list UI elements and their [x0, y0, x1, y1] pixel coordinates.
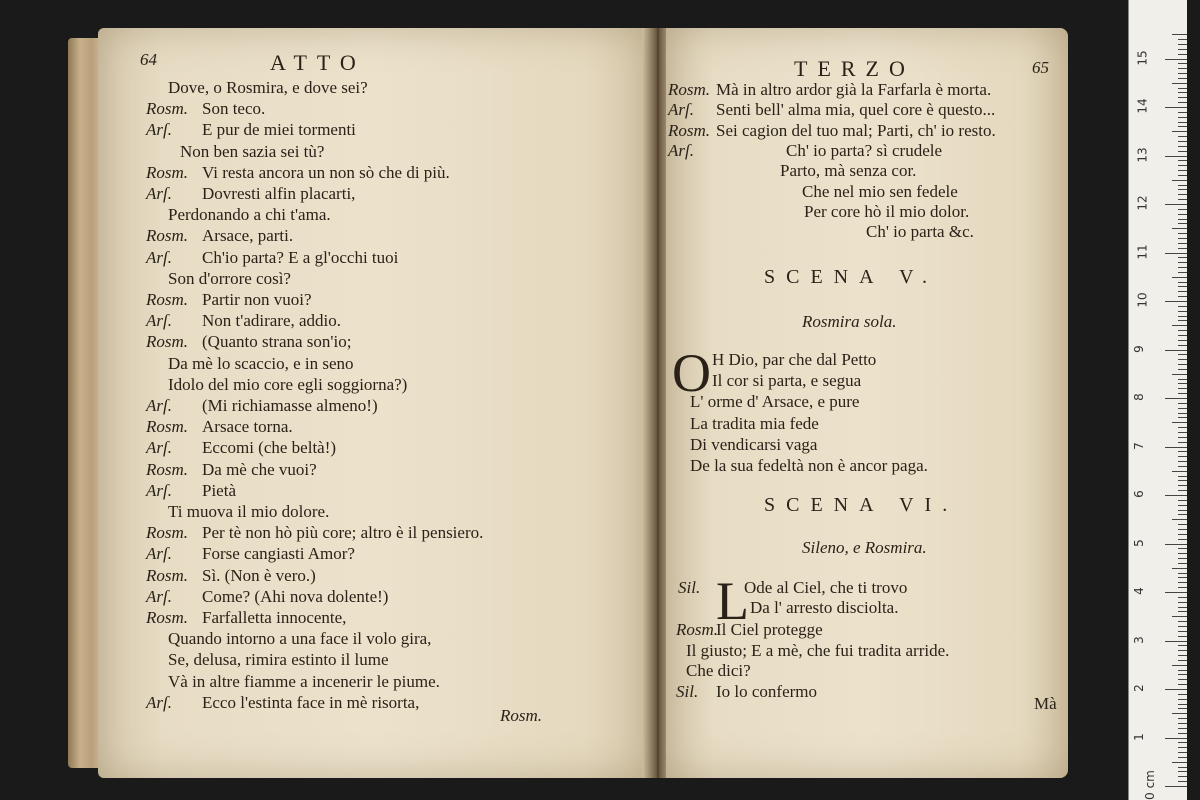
- ruler-tick: [1178, 451, 1187, 452]
- verse-text: Son d'orrore così?: [168, 268, 291, 288]
- speaker-label: Rosm.: [146, 99, 189, 119]
- ruler-tick: [1178, 219, 1187, 220]
- ruler-tick: [1178, 160, 1187, 161]
- ruler-tick: [1178, 607, 1187, 608]
- ruler-tick: [1165, 447, 1187, 448]
- ruler-tick: [1178, 170, 1187, 171]
- ruler-tick: [1178, 209, 1187, 210]
- verse-text: E pur de miei tormenti: [202, 120, 356, 140]
- ruler-number: 3: [1131, 635, 1146, 644]
- verse-line: Il cor si parta, e segua: [712, 371, 862, 391]
- speaker-label: Arſ.: [146, 311, 172, 331]
- verse-text: Quando intorno a una face il volo gira,: [168, 629, 432, 649]
- ruler-tick: [1178, 248, 1187, 249]
- ruler-tick: [1165, 689, 1187, 690]
- verse-text: Per tè non hò più core; altro è il pensiero.: [202, 523, 484, 543]
- ruler-tick: [1178, 529, 1187, 530]
- verse-text: Senti bell' alma mia, quel core è questo...: [716, 100, 996, 120]
- ruler-tick: [1178, 655, 1187, 656]
- ruler-tick: [1178, 286, 1187, 287]
- speaker-label: Arſ.: [668, 100, 694, 120]
- ruler-number: 14: [1135, 98, 1150, 114]
- verse-line: L' orme d' Arsace, e pure: [690, 392, 860, 412]
- ruler-tick: [1178, 728, 1187, 729]
- ruler-tick: [1172, 665, 1187, 666]
- ruler-tick: [1178, 92, 1187, 93]
- ruler-tick: [1178, 723, 1187, 724]
- ruler-number: 0 cm: [1142, 770, 1157, 800]
- verse-text: Perdonando a chi t'ama.: [168, 205, 331, 225]
- drop-cap-l: L: [716, 571, 749, 631]
- ruler-tick: [1178, 466, 1187, 467]
- verse-text: Sì. (Non è vero.): [202, 565, 316, 585]
- speaker-label: Arſ.: [146, 692, 172, 712]
- ruler-tick: [1172, 83, 1187, 84]
- ruler-tick: [1165, 641, 1187, 642]
- verse-text: Arsace, parti.: [202, 226, 294, 246]
- ruler-tick: [1178, 442, 1187, 443]
- ruler-tick: [1178, 262, 1187, 263]
- speaker-label: Sil.: [676, 681, 699, 701]
- verse-text: Se, delusa, rimira estinto il lume: [168, 650, 389, 670]
- ruler-tick: [1178, 636, 1187, 637]
- ruler-tick: [1172, 471, 1187, 472]
- scene-heading-5: SCENA V.: [764, 266, 938, 288]
- ruler-tick: [1165, 253, 1187, 254]
- speaker-label: Arſ.: [668, 140, 694, 160]
- ruler-tick: [1178, 480, 1187, 481]
- ruler-tick: [1178, 311, 1187, 312]
- ruler-tick: [1165, 59, 1187, 60]
- ruler-number: 7: [1131, 441, 1146, 450]
- ruler-tick: [1178, 694, 1187, 695]
- ruler-tick: [1178, 514, 1187, 515]
- verse-text: Il giusto; E a mè, che fui tradita arride.: [686, 640, 950, 660]
- ruler-number: 8: [1131, 393, 1146, 401]
- ruler-tick: [1178, 44, 1187, 45]
- ruler-tick: [1178, 558, 1187, 559]
- ruler-tick: [1178, 771, 1187, 772]
- ruler-tick: [1178, 238, 1187, 239]
- ruler-tick: [1178, 39, 1187, 40]
- ruler-tick: [1178, 587, 1187, 588]
- ruler-tick: [1178, 476, 1187, 477]
- verse-text: Farfalletta innocente,: [202, 608, 347, 627]
- verse-text: Non t'adirare, addio.: [202, 311, 342, 331]
- ruler-tick: [1165, 204, 1187, 205]
- ruler-tick: [1178, 379, 1187, 380]
- verse-text: Son teco.: [202, 99, 266, 119]
- ruler-tick: [1178, 214, 1187, 215]
- verse-line: Di vendicarsi vaga: [690, 434, 818, 454]
- measuring-ruler: [1128, 0, 1187, 800]
- ruler-tick: [1178, 78, 1187, 79]
- verse-text: Ch' io parta &c.: [866, 222, 974, 242]
- page-number-right: 65: [1032, 58, 1049, 77]
- ruler-tick: [1178, 141, 1187, 142]
- ruler-tick: [1178, 767, 1187, 768]
- ruler-tick: [1178, 243, 1187, 244]
- ruler-number: 9: [1131, 344, 1146, 353]
- ruler-number: 2: [1131, 684, 1146, 692]
- ruler-tick: [1178, 573, 1187, 574]
- speaker-label: Rosm.: [146, 332, 189, 352]
- ruler-tick: [1178, 185, 1187, 186]
- ruler-tick: [1178, 88, 1187, 89]
- ruler-tick: [1178, 563, 1187, 564]
- ruler-tick: [1165, 398, 1187, 399]
- ruler-tick: [1178, 296, 1187, 297]
- ruler-tick: [1178, 282, 1187, 283]
- ruler-tick: [1178, 102, 1187, 103]
- ruler-tick: [1172, 568, 1187, 569]
- ruler-tick: [1178, 335, 1187, 336]
- ruler-tick: [1178, 359, 1187, 360]
- ruler-tick: [1178, 708, 1187, 709]
- verse-text: (Quanto strana son'io;: [202, 332, 352, 352]
- verse-line: La tradita mia fede: [690, 413, 819, 433]
- catchword-left: Rosm.: [500, 706, 543, 725]
- ruler-tick: [1178, 485, 1187, 486]
- ruler-tick: [1178, 413, 1187, 414]
- verse-text: Idolo del mio core egli soggiorna?): [168, 374, 408, 394]
- speaker-label: Arſ.: [146, 586, 172, 606]
- verse-text: Partir non vuoi?: [202, 290, 312, 309]
- ruler-tick: [1178, 393, 1187, 394]
- ruler-tick: [1178, 354, 1187, 355]
- ruler-tick: [1178, 117, 1187, 118]
- verse-text: Come? (Ahi nova dolente!): [202, 586, 389, 606]
- ruler-tick: [1178, 175, 1187, 176]
- verse-text: Da mè lo scaccio, e in seno: [168, 353, 354, 373]
- ruler-tick: [1178, 553, 1187, 554]
- ruler-tick: [1178, 233, 1187, 234]
- ruler-tick: [1178, 437, 1187, 438]
- verse-text: Vi resta ancora un non sò che di più.: [202, 162, 450, 182]
- ruler-tick: [1165, 156, 1187, 157]
- verse-text: Dovresti alfin placarti,: [202, 184, 356, 203]
- verse-text: Arsace torna.: [202, 417, 293, 437]
- speaker-label: Arſ.: [146, 396, 172, 415]
- verse-text: Che nel mio sen fedele: [802, 181, 958, 201]
- verse-text: Và in altre fiamme a incenerir le piume.: [168, 671, 440, 691]
- speaker-label: Rosm.: [668, 120, 711, 140]
- ruler-tick: [1178, 660, 1187, 661]
- ruler-tick: [1178, 490, 1187, 491]
- verse-text: Parto, mà senza cor.: [780, 161, 917, 181]
- verse-text: Dove, o Rosmira, e dove sei?: [168, 78, 368, 97]
- ruler-tick: [1178, 602, 1187, 603]
- verse-text: Mà in altro ardor già la Farfarla è morta.: [716, 80, 992, 99]
- catchword-right: Mà: [1034, 694, 1057, 713]
- ruler-tick: [1165, 592, 1187, 593]
- verse-text: Per core hò il mio dolor.: [804, 201, 970, 221]
- ruler-tick: [1172, 180, 1187, 181]
- ruler-tick: [1178, 650, 1187, 651]
- ruler-tick: [1172, 616, 1187, 617]
- ruler-tick: [1178, 306, 1187, 307]
- verse-line: Ode al Ciel, che ti trovo: [744, 578, 908, 597]
- scene-6-characters: Sileno, e Rosmira.: [802, 538, 927, 557]
- ruler-tick: [1178, 63, 1187, 64]
- ruler-number: 6: [1131, 490, 1146, 498]
- speaker-label: Rosm.: [146, 565, 189, 585]
- ruler-tick: [1178, 68, 1187, 69]
- ruler-tick: [1178, 704, 1187, 705]
- speaker-label: Rosm.: [146, 162, 189, 182]
- ruler-tick: [1178, 747, 1187, 748]
- ruler-tick: [1165, 738, 1187, 739]
- ruler-tick: [1172, 277, 1187, 278]
- speaker-label: Arſ.: [146, 120, 172, 140]
- ruler-tick: [1172, 228, 1187, 229]
- ruler-tick: [1172, 519, 1187, 520]
- verse-text: Ch'io parta? E a gl'occhi tuoi: [202, 247, 399, 267]
- ruler-tick: [1178, 679, 1187, 680]
- ruler-tick: [1178, 752, 1187, 753]
- ruler-tick: [1178, 403, 1187, 404]
- ruler-tick: [1165, 495, 1187, 496]
- ruler-tick: [1172, 325, 1187, 326]
- ruler-tick: [1178, 272, 1187, 273]
- ruler-tick: [1178, 718, 1187, 719]
- verse-text: Non ben sazia sei tù?: [180, 141, 325, 161]
- ruler-tick: [1178, 151, 1187, 152]
- ruler-tick: [1172, 374, 1187, 375]
- ruler-tick: [1178, 257, 1187, 258]
- verse-text: Il Ciel protegge: [716, 620, 823, 639]
- verse-text: Da mè che vuoi?: [202, 459, 317, 479]
- speaker-label: Rosm.: [146, 608, 189, 627]
- page-number-left: 64: [140, 50, 157, 69]
- ruler-tick: [1178, 345, 1187, 346]
- speaker-label: Arſ.: [146, 544, 172, 564]
- ruler-number: 1: [1131, 732, 1146, 741]
- ruler-tick: [1178, 330, 1187, 331]
- speaker-label: Rosm.: [146, 459, 189, 479]
- speaker-label: Arſ.: [146, 438, 172, 458]
- running-head-left: ATTO: [270, 50, 366, 75]
- ruler-tick: [1178, 126, 1187, 127]
- ruler-tick: [1178, 510, 1187, 511]
- open-book: [68, 28, 1068, 778]
- ruler-tick: [1178, 122, 1187, 123]
- ruler-tick: [1178, 408, 1187, 409]
- ruler-number: 15: [1135, 49, 1150, 66]
- ruler-tick: [1178, 781, 1187, 782]
- ruler-tick: [1172, 422, 1187, 423]
- verse-text: Che dici?: [686, 661, 751, 680]
- ruler-tick: [1165, 544, 1187, 545]
- ruler-tick: [1178, 146, 1187, 147]
- ruler-tick: [1178, 757, 1187, 758]
- ruler-tick: [1178, 199, 1187, 200]
- ruler-tick: [1178, 97, 1187, 98]
- speaker-label: Arſ.: [146, 480, 172, 500]
- speaker-label: Rosm.: [146, 417, 189, 437]
- ruler-tick: [1178, 626, 1187, 627]
- ruler-tick: [1178, 539, 1187, 540]
- ruler-number: 11: [1135, 243, 1150, 260]
- ruler-tick: [1178, 776, 1187, 777]
- ruler-tick: [1165, 350, 1187, 351]
- running-head-right: TERZO: [794, 56, 915, 81]
- ruler-tick: [1172, 131, 1187, 132]
- ruler-tick: [1165, 786, 1187, 787]
- ruler-tick: [1178, 432, 1187, 433]
- ruler-tick: [1178, 534, 1187, 535]
- ruler-tick: [1178, 670, 1187, 671]
- ruler-tick: [1178, 383, 1187, 384]
- verse-text: Eccomi (che beltà!): [202, 438, 337, 458]
- ruler-tick: [1178, 194, 1187, 195]
- right-page: [666, 28, 1068, 778]
- verse-line: Da l' arresto disciolta.: [750, 598, 899, 617]
- ruler-tick: [1178, 388, 1187, 389]
- ruler-tick: [1178, 548, 1187, 549]
- ruler-tick: [1178, 73, 1187, 74]
- left-page: [98, 28, 650, 778]
- ruler-tick: [1178, 645, 1187, 646]
- ruler-tick: [1178, 54, 1187, 55]
- ruler-tick: [1172, 713, 1187, 714]
- ruler-tick: [1178, 112, 1187, 113]
- verse-line: H Dio, par che dal Petto: [712, 350, 877, 369]
- verse-text: Io lo confermo: [716, 681, 818, 701]
- drop-cap-o: O: [672, 343, 711, 403]
- ruler-tick: [1178, 597, 1187, 598]
- ruler-tick: [1178, 223, 1187, 224]
- ruler-tick: [1178, 742, 1187, 743]
- ruler-tick: [1178, 461, 1187, 462]
- ruler-number: 13: [1135, 146, 1150, 163]
- ruler-tick: [1178, 49, 1187, 50]
- ruler-tick: [1178, 427, 1187, 428]
- verse-text: Ecco l'estinta face in mè risorta,: [202, 692, 420, 712]
- ruler-tick: [1178, 316, 1187, 317]
- ruler-tick: [1178, 611, 1187, 612]
- ruler-tick: [1178, 267, 1187, 268]
- ruler-tick: [1178, 165, 1187, 166]
- verse-text: Forse cangiasti Amor?: [202, 544, 355, 564]
- ruler-tick: [1165, 301, 1187, 302]
- ruler-number: 10: [1135, 292, 1150, 308]
- ruler-tick: [1178, 577, 1187, 578]
- ruler-tick: [1165, 107, 1187, 108]
- verse-text: Pietà: [202, 480, 236, 500]
- ruler-tick: [1178, 674, 1187, 675]
- ruler-tick: [1178, 699, 1187, 700]
- verse-text: Ch' io parta? sì crudele: [786, 140, 943, 160]
- ruler-tick: [1178, 621, 1187, 622]
- speaker-label: Rosm.: [146, 226, 189, 246]
- speaker-label: Rosm.: [146, 523, 189, 543]
- ruler-tick: [1178, 136, 1187, 137]
- ruler-tick: [1178, 340, 1187, 341]
- ruler-tick: [1178, 582, 1187, 583]
- ruler-tick: [1178, 500, 1187, 501]
- ruler-tick: [1172, 762, 1187, 763]
- speaker-label: Arſ.: [146, 247, 172, 267]
- ruler-tick: [1178, 364, 1187, 365]
- ruler-tick: [1178, 417, 1187, 418]
- ruler-tick: [1178, 369, 1187, 370]
- ruler-tick: [1178, 189, 1187, 190]
- ruler-tick: [1178, 456, 1187, 457]
- speaker-label: Rosm.: [146, 290, 189, 309]
- ruler-tick: [1178, 733, 1187, 734]
- ruler-tick: [1178, 505, 1187, 506]
- ruler-tick: [1178, 291, 1187, 292]
- ruler-number: 4: [1131, 587, 1146, 595]
- ruler-number: 5: [1131, 538, 1146, 547]
- speaker-label: Rosm.: [676, 620, 719, 639]
- speaker-label: Rosm.: [668, 80, 711, 99]
- scene-heading-6: SCENA VI.: [764, 494, 959, 516]
- scene-5-characters: Rosmira sola.: [802, 312, 897, 331]
- ruler-tick: [1172, 34, 1187, 35]
- verse-text: Ti muova il mio dolore.: [168, 502, 330, 521]
- speaker-label: Arſ.: [146, 184, 172, 203]
- ruler-tick: [1178, 320, 1187, 321]
- ruler-tick: [1178, 524, 1187, 525]
- verse-line: De la sua fedeltà non è ancor paga.: [690, 456, 928, 475]
- ruler-number: 12: [1135, 195, 1150, 211]
- ruler-tick: [1178, 684, 1187, 685]
- ruler-tick: [1178, 631, 1187, 632]
- verse-text: Sei cagion del tuo mal; Parti, ch' io resto.: [716, 120, 996, 140]
- speaker-label: Sil.: [678, 578, 701, 597]
- verse-text: (Mi richiamasse almeno!): [202, 396, 378, 415]
